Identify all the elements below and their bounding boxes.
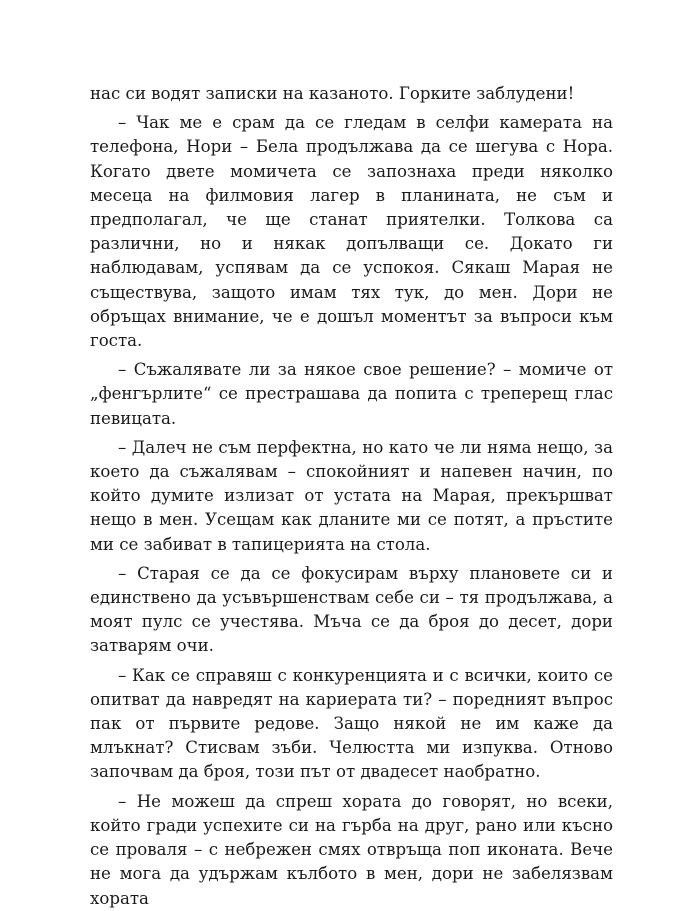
paragraph: нас си водят записки на казаното. Горките заблудени!: [90, 84, 575, 103]
book-page: [90, 82, 613, 911]
paragraph: – Съжалявате ли за някое свое решение? – момиче от „фенгърлите“ се престрашава да попита с треперещ глас певицата.: [90, 360, 613, 428]
paragraph: – Чак ме е срам да се гледам в селфи камерата на телефона, Нори – Бела продължава да се шегува с Нора. Когато двете момичета се запознаха преди няколко месеца на филмовия лагер в планината, не съм и предполагал, че ще станат приятелки. Толкова са различни, но и някак допълващи се. Докато ги наблюдавам, успявам да се успокоя. Сякаш Марая не съществува, защото имам тях тук, до мен. Дори не обръщах внимание, че е дошъл моментът за въпроси към госта.: [90, 113, 613, 351]
paragraph: – Старая се да се фокусирам върху плановете си и единствено да усъвършенствам себе си – тя продължава, а моят пулс се учестява. Мъча се да броя до десет, дори затварям очи.: [90, 563, 613, 656]
paragraph: – Не можеш да спреш хората до говорят, но всеки, който гради успехите си на гърба на друг, рано или късно се проваля – с небрежен смях отвръща поп иконата. Вече не мога да удържам кълбото в мен, дори не забелязвам хората: [90, 791, 613, 908]
paragraph: – Далеч не съм перфектна, но като че ли няма нещо, за което да съжалявам – спокойният и напевен начин, по който думите излизат от устата на Марая, прекършват нещо в мен. Усещам как дланите ми се потят, а пръстите ми се забиват в тапицерията на стола.: [90, 437, 613, 554]
paragraph: – Как се справяш с конкуренцията и с всички, които се опитват да навредят на кариерата ти? – поредният въпрос пак от първите редове. Защо някой не им каже да млъкнат? Стисвам зъби. Челюстта ми изпуква. Отново започвам да броя, този път от двадесет наобратно.: [90, 665, 613, 782]
